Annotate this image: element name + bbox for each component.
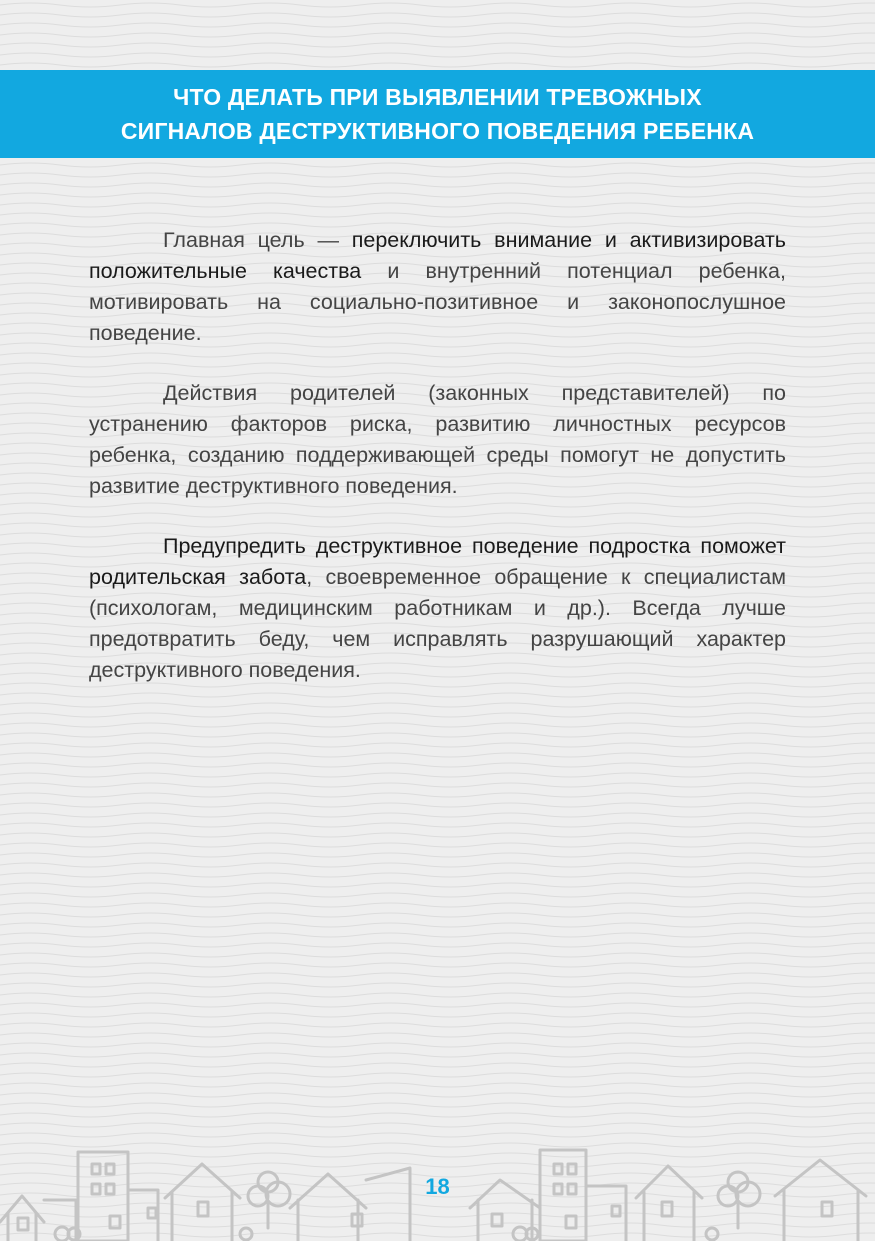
main-goal-highlight: переключить внимание и активизировать положительные качества <box>89 228 786 283</box>
prevention-rest: , своевременное обращение к специалистам (психологам, медицинским работникам и др.). Всегда лучше предотвратить беду, чем исправлять разрушающий характер деструктивного поведения. <box>89 565 786 682</box>
paragraph-parent-actions: Действия родителей (законных представителей) по устранению факторов риска, развитию личностных ресурсов ребенка, созданию поддерживающей среды помогут не допустить развитие деструктивного поведения. <box>89 381 786 498</box>
main-goal-lead: Главная цель — <box>163 228 352 252</box>
main-goal-rest: и внутренний потенциал ребенка, мотивировать на социально-позитивное и законопослушное поведение. <box>89 259 786 345</box>
section-title-banner <box>0 70 875 158</box>
paragraph-main-goal <box>89 225 786 349</box>
paragraph-prevention <box>89 531 786 686</box>
page-number: 18 <box>425 1174 450 1199</box>
section-title-line-2: СИГНАЛОВ ДЕСТРУКТИВНОГО ПОВЕДЕНИЯ РЕБЕНКА <box>120 118 755 144</box>
prevention-highlight: Предупредить деструктивное поведение подростка поможет родительская забота <box>89 534 786 589</box>
section-title-line-1: ЧТО ДЕЛАТЬ ПРИ ВЫЯВЛЕНИИ ТРЕВОЖНЫХ <box>173 84 702 110</box>
body-text <box>89 225 786 715</box>
